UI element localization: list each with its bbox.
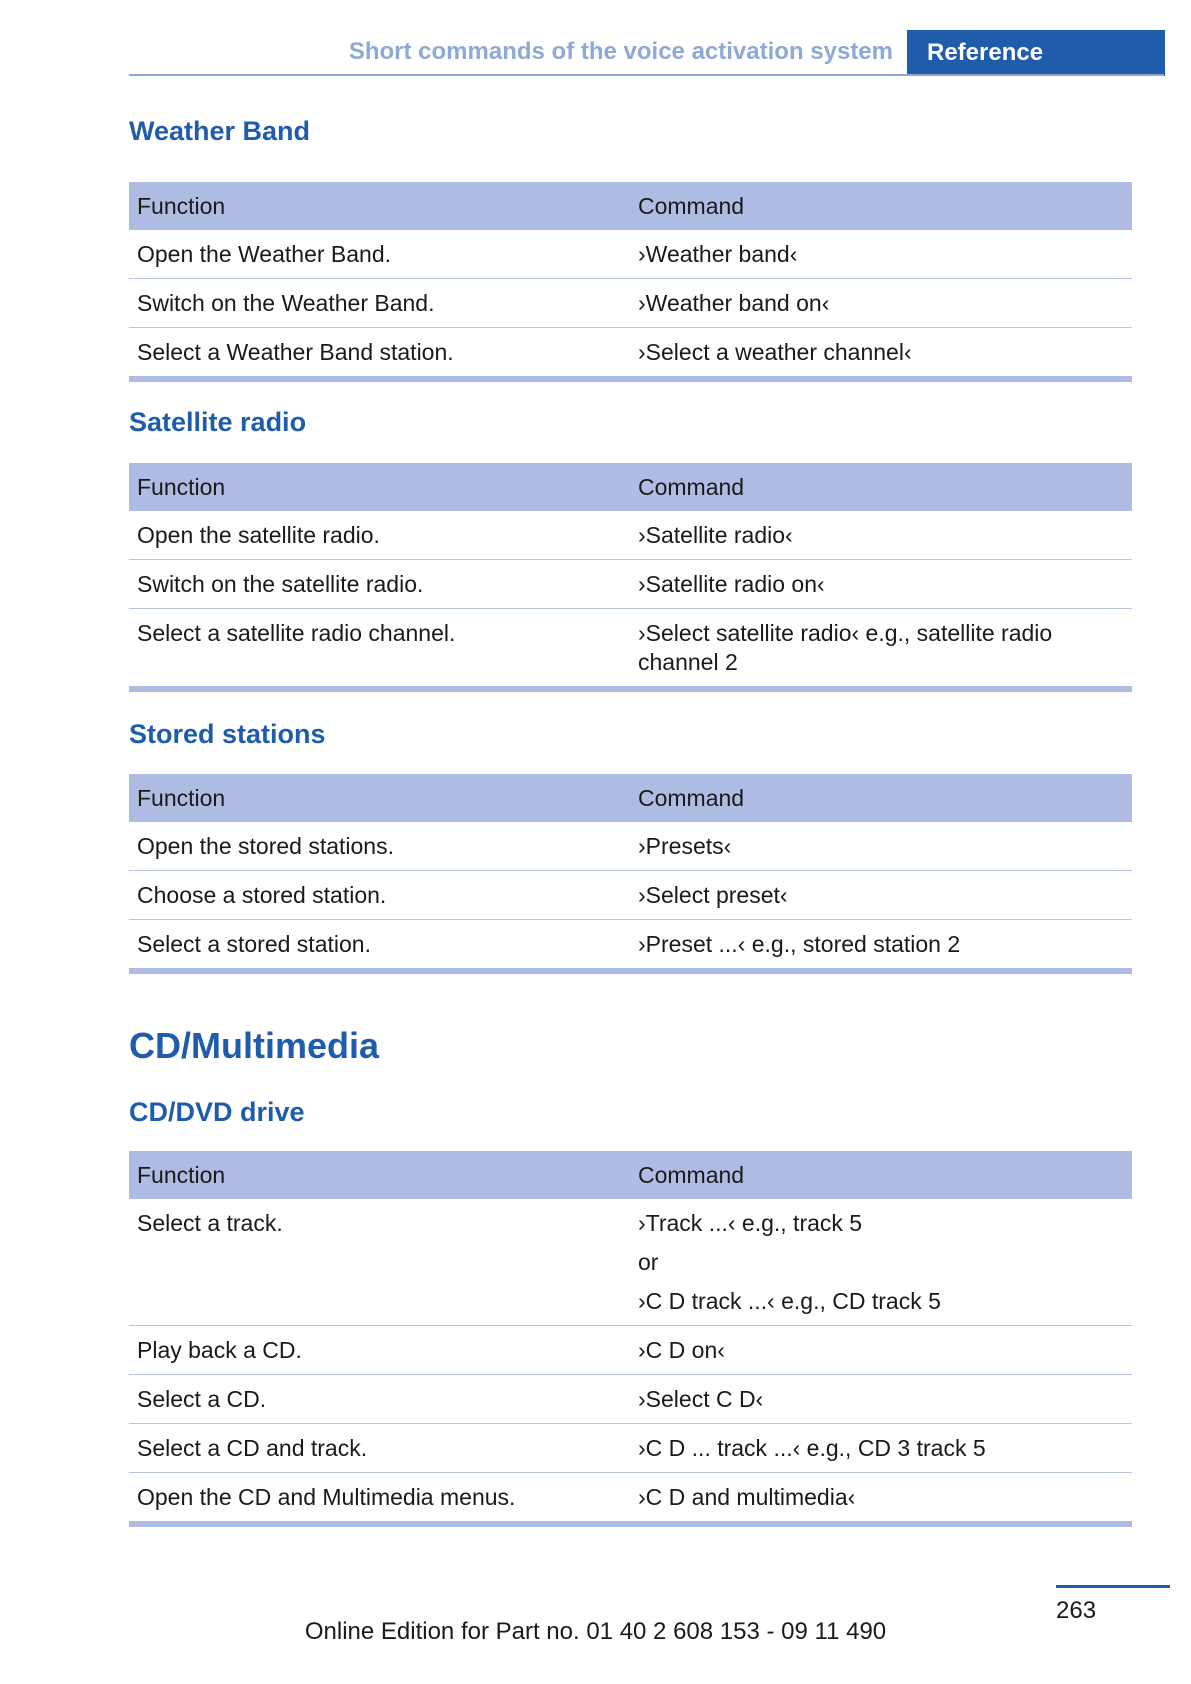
command-text: ›Satellite radio‹ <box>638 522 793 548</box>
table-row <box>129 1473 1132 1525</box>
function-column-header: Function <box>129 182 630 230</box>
cd-dvd-drive-table <box>129 1151 1132 1527</box>
table-header-row <box>129 774 1132 822</box>
command-text: ›C D on‹ <box>638 1337 725 1363</box>
stored-stations-heading: Stored stations <box>129 719 326 749</box>
function-cell: Select a stored station. <box>129 920 630 972</box>
function-cell: Choose a stored station. <box>129 871 630 920</box>
cd-dvd-drive-heading: CD/DVD drive <box>129 1097 305 1127</box>
command-column-header: Command <box>630 1151 1132 1199</box>
table-row <box>129 328 1132 380</box>
command-column-header: Command <box>630 774 1132 822</box>
command-text: ›Select a weather channel‹ <box>638 339 912 365</box>
command-cell <box>630 822 1132 871</box>
command-cell <box>630 279 1132 328</box>
table-row <box>129 609 1132 690</box>
header-divider <box>129 74 1164 76</box>
command-cell <box>630 1473 1132 1525</box>
command-cell <box>630 1375 1132 1424</box>
function-cell: Select a CD and track. <box>129 1424 630 1473</box>
table-header-row <box>129 182 1132 230</box>
table-row <box>129 1375 1132 1424</box>
page-number: 263 <box>1056 1597 1097 1624</box>
table-header-row <box>129 1151 1132 1199</box>
function-column-header: Function <box>129 774 630 822</box>
command-text: ›Track ...‹ e.g., track 5 <box>638 1210 863 1236</box>
table-row <box>129 1424 1132 1473</box>
table-row <box>129 230 1132 279</box>
function-cell: Switch on the Weather Band. <box>129 279 630 328</box>
command-text: ›Weather band‹ <box>638 241 798 267</box>
command-cell <box>630 1326 1132 1375</box>
table-row <box>129 560 1132 609</box>
function-cell: Select a satellite radio channel. <box>129 609 630 690</box>
command-cell <box>630 920 1132 972</box>
command-text: ›Weather band on‹ <box>638 290 830 316</box>
table-row <box>129 871 1132 920</box>
command-text: ›Select satellite radio‹ e.g., satellite radio channel 2 <box>638 620 1053 675</box>
footer-edition-note: Online Edition for Part no. 01 40 2 608 153 - 09 11 490 <box>304 1618 887 1645</box>
section-tab-reference: Reference <box>907 30 1165 76</box>
function-column-header: Function <box>129 1151 630 1199</box>
command-column-header: Command <box>630 182 1132 230</box>
function-cell: Open the stored stations. <box>137 833 394 859</box>
function-cell: Play back a CD. <box>129 1326 630 1375</box>
stored-stations-table <box>129 774 1132 974</box>
table-row <box>129 822 1132 871</box>
command-cell <box>630 1199 1132 1326</box>
command-cell <box>630 609 1132 690</box>
weather-band-table <box>129 182 1132 382</box>
command-text: ›Select C D‹ <box>638 1386 764 1412</box>
weather-band-heading: Weather Band <box>129 116 311 146</box>
table-header-row <box>129 463 1132 511</box>
command-cell <box>630 511 1132 560</box>
command-text: ›Preset ...‹ e.g., stored station 2 <box>638 931 961 957</box>
command-cell <box>630 1424 1132 1473</box>
command-text: ›Satellite radio on‹ <box>638 571 825 597</box>
command-text: ›C D and multimedia‹ <box>638 1484 856 1510</box>
table-row <box>129 920 1132 972</box>
function-cell: Switch on the satellite radio. <box>129 560 630 609</box>
command-cell <box>630 328 1132 380</box>
function-cell: Select a CD. <box>129 1375 630 1424</box>
command-text: ›C D track ...‹ e.g., CD track 5 <box>638 1288 941 1314</box>
running-header-title: Short commands of the voice activation system <box>348 38 893 65</box>
command-text: ›Presets‹ <box>638 833 732 859</box>
command-cell <box>630 230 1132 279</box>
function-cell: Select a Weather Band station. <box>129 328 630 380</box>
satellite-radio-table <box>129 463 1132 692</box>
command-separator-text: or <box>638 1249 659 1275</box>
function-cell: Open the Weather Band. <box>137 241 392 267</box>
function-column-header: Function <box>129 463 630 511</box>
cd-multimedia-chapter-heading: CD/Multimedia <box>129 1025 380 1066</box>
command-text: ›C D ... track ...‹ e.g., CD 3 track 5 <box>638 1435 986 1461</box>
command-cell <box>630 560 1132 609</box>
page-number-rule <box>1056 1585 1170 1588</box>
command-text: ›Select preset‹ <box>638 882 788 908</box>
table-row <box>129 511 1132 560</box>
table-row <box>129 279 1132 328</box>
satellite-radio-heading: Satellite radio <box>129 407 307 437</box>
table-row <box>129 1199 1132 1326</box>
table-row <box>129 1326 1132 1375</box>
function-cell: Open the CD and Multimedia menus. <box>129 1473 630 1525</box>
function-cell: Open the satellite radio. <box>137 522 380 548</box>
function-cell: Select a track. <box>137 1210 283 1236</box>
command-column-header: Command <box>630 463 1132 511</box>
command-cell <box>630 871 1132 920</box>
